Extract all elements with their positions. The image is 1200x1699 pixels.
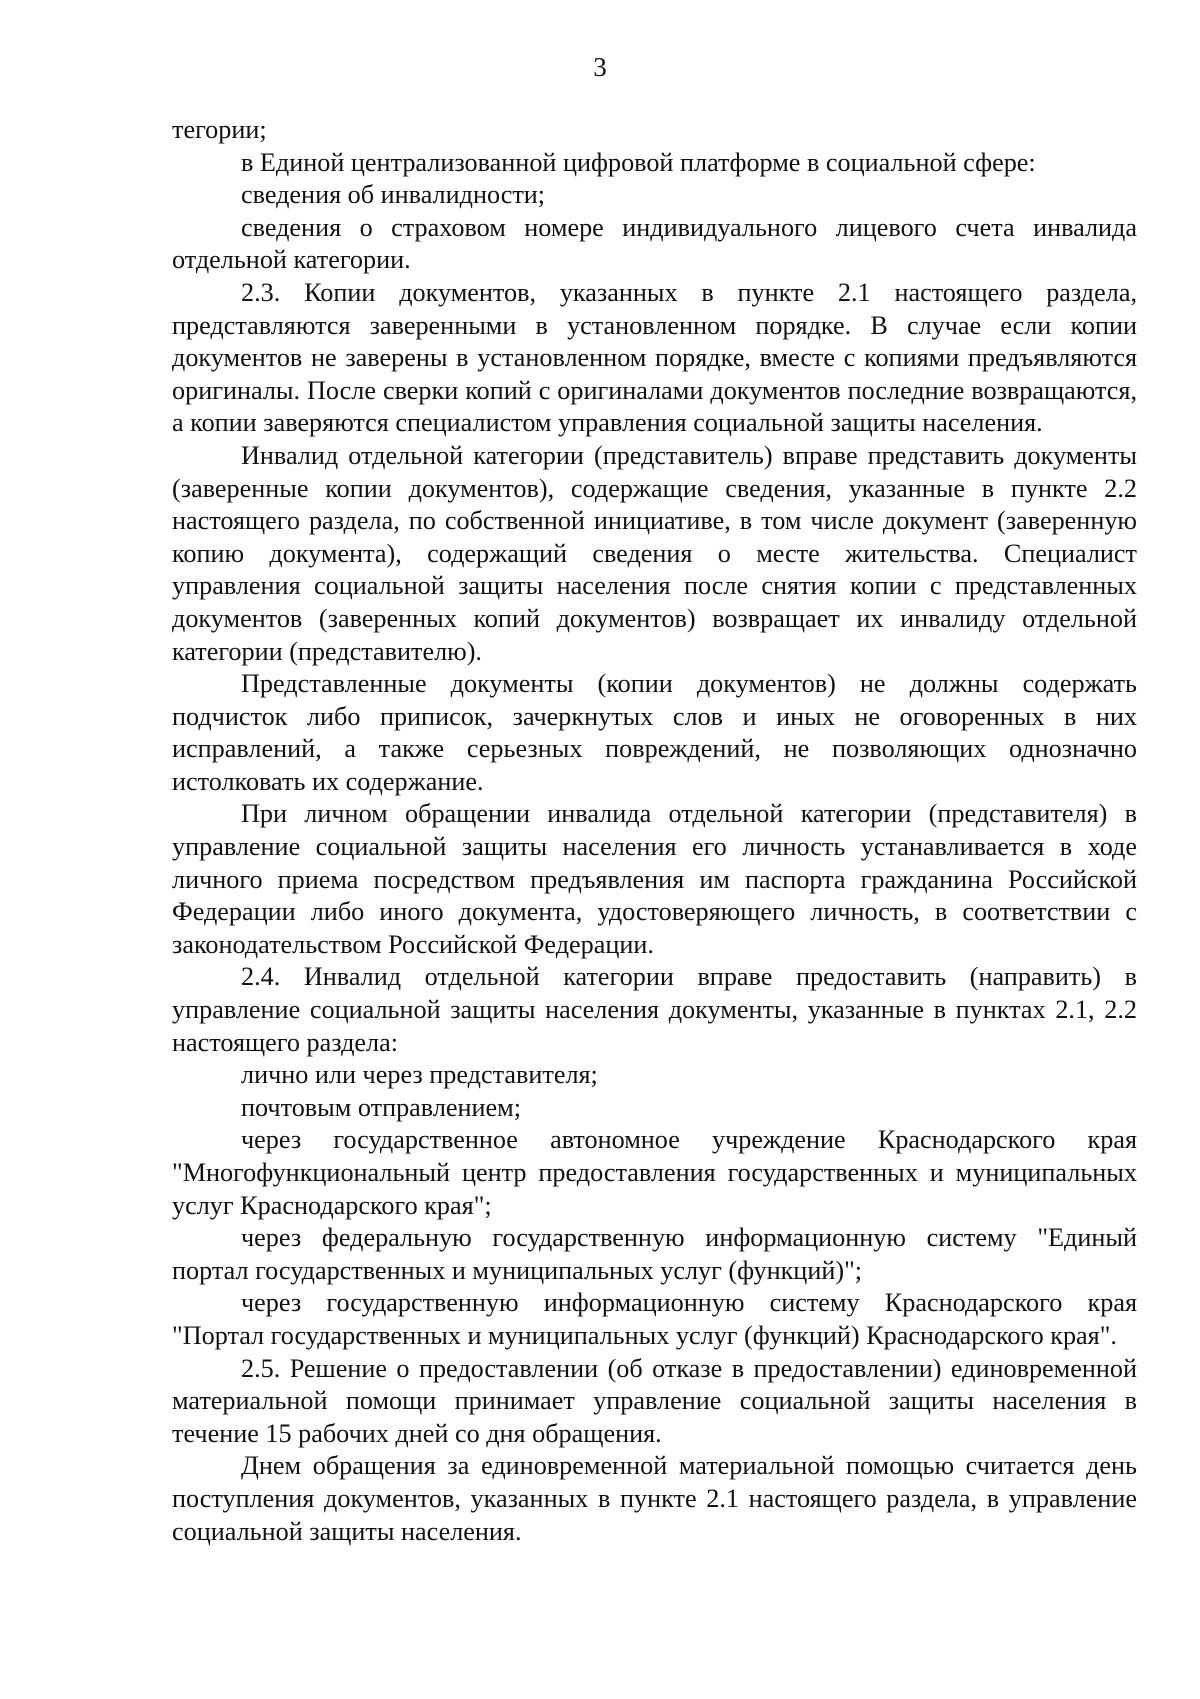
paragraph-2-4: 2.4. Инвалид отдельной категории вправе предоставить (направить) в управление социальной защиты населения документы, указанные в пунктах 2.1, 2.2 настоящего раздела: [172,962,1137,1057]
list-item-regional-portal: через государственную информационную систему Краснодарского края "Портал государственных и муниципальных услуг (функций) Краснодарского края". [172,1288,1137,1350]
paragraph-identity: При личном обращении инвалида отдельной категории (представителя) в управление социальной защиты населения его личность устанавливается в ходе личного приема посредством предъявления им паспорта гражданина Российской Федерации либо иного документа, удостоверяющего личность, в соответствии с законодательством Российской Федерации. [172,799,1137,959]
paragraph-2-5: 2.5. Решение о предоставлении (об отказе в предоставлении) единовременной материальной помощи принимает управление социальной защиты населения в течение 15 рабочих дней со дня обращения. [172,1353,1137,1448]
document-body [172,114,1137,1548]
paragraph-disability-info: сведения об инвалидности; [241,180,546,210]
list-item-in-person: лично или через представителя; [241,1060,598,1090]
page-number: 3 [593,52,607,82]
paragraph-snils-info: сведения о страховом номере индивидуального лицевого счета инвалида отдельной категории. [172,212,1137,275]
paragraph-2-3: 2.3. Копии документов, указанных в пункте 2.1 настоящего раздела, представляются заверенными в установленном порядке. В случае если копии документов не заверены в установленном порядке, вместе с копиями предъявляются оригиналы. После сверки копий с оригиналами документов последние возвращаются, а копии заверяются специалистом управления социальной защиты населения. [172,277,1137,438]
paragraph-document-requirements: Представленные документы (копии документов) не должны содержать подчисток либо приписок, зачеркнутых слов и иных не оговоренных в них исправлений, а также серьезных повреждений, не позволяющих однозначно истолковать их содержание. [172,669,1137,796]
paragraph-ecp-heading: в Единой централизованной цифровой платформе в социальной сфере: [241,147,1036,177]
list-item-mfc: через государственное автономное учреждение Краснодарского края "Многофункциональный центр предоставления государственных и муниципальных услуг Краснодарского края"; [172,1125,1137,1220]
paragraph-continuation: тегории; [172,115,267,144]
paragraph-application-day: Днем обращения за единовременной материальной помощью считается день поступления документов, указанных в пункте 2.1 настоящего раздела, в управление социальной защиты населения. [172,1451,1137,1546]
list-item-epgu: через федеральную государственную информационную систему "Единый портал государственных и муниципальных услуг (функций)"; [172,1223,1137,1285]
paragraph-own-initiative: Инвалид отдельной категории (представитель) вправе представить документы (заверенные копии документов), содержащие сведения, указанные в пункте 2.2 настоящего раздела, по собственной инициативе, в том числе документ (заверенную копию документа), содержащий сведения о месте жительства. Специалист управления социальной защиты населения после снятия копии с представленных документов (заверенных копий документов) возвращает их инвалиду отдельной категории (представителю). [172,440,1137,666]
list-item-post: почтовым отправлением; [241,1092,522,1122]
